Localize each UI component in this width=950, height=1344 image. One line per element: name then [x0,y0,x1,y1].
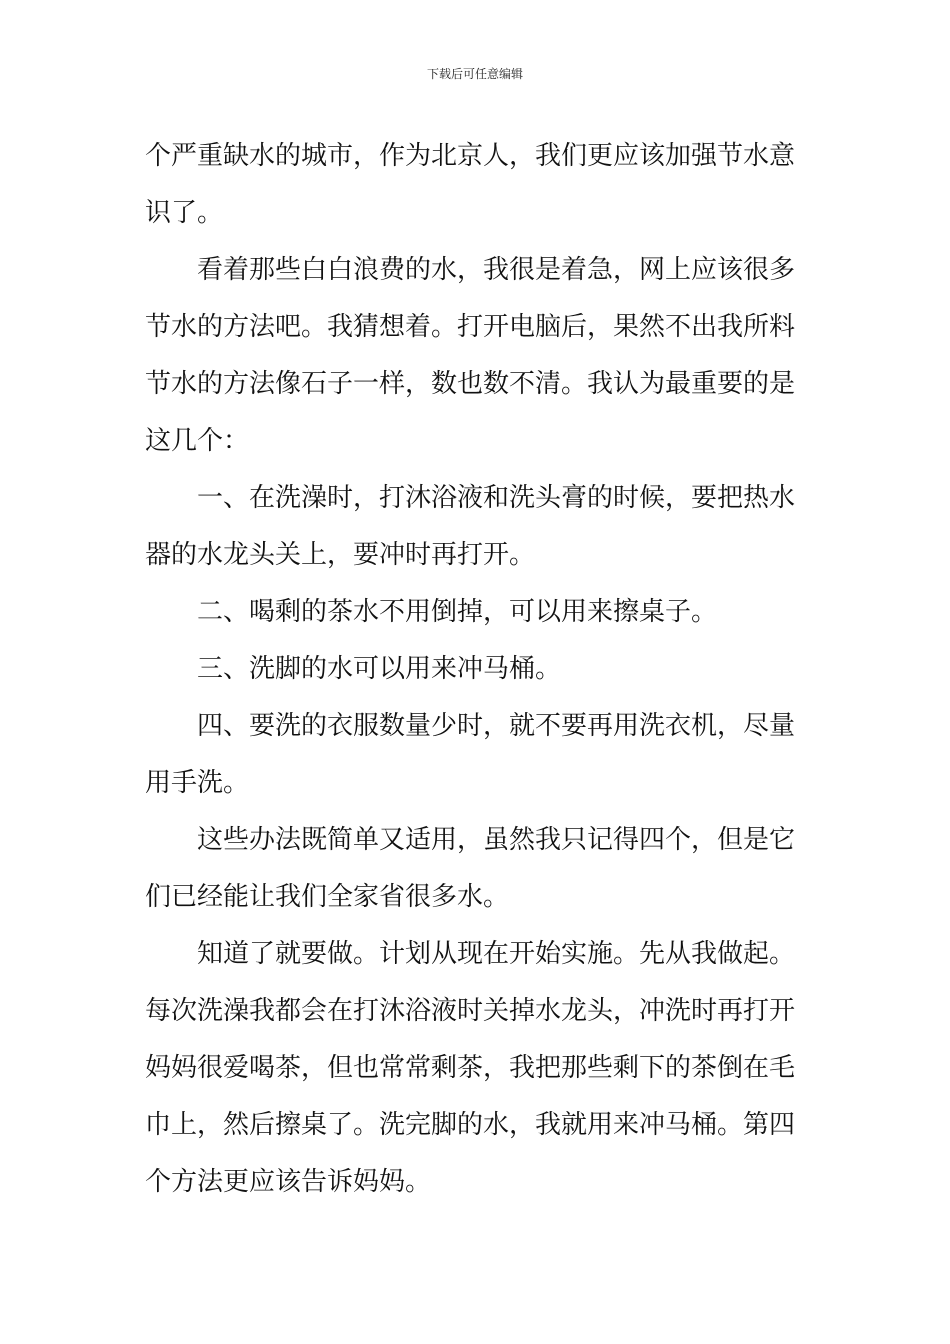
text-line: 四、要洗的衣服数量少时，就不要再用洗衣机，尽量 [197,711,796,741]
document-body [145,128,809,1211]
text-line: 节水的方法吧。我猜想着。打开电脑后，果然不出我所料 [145,312,796,342]
text-line: 巾上，然后擦桌了。洗完脚的水，我就用来冲马桶。第四 [145,1110,796,1140]
text-line: 们已经能让我们全家省很多水。 [145,882,510,912]
text-line: 一、在洗澡时，打沐浴液和洗头膏的时候，要把热水 [197,483,796,513]
page-header: 下载后可任意编辑 [426,67,523,81]
text-line: 这几个： [145,426,250,456]
text-line: 妈妈很爱喝茶，但也常常剩茶，我把那些剩下的茶倒在毛 [145,1053,796,1083]
text-line: 知道了就要做。计划从现在开始实施。先从我做起。 [197,939,796,969]
text-line: 每次洗澡我都会在打沐浴液时关掉水龙头，冲洗时再打开 [145,996,796,1026]
text-line: 用手洗。 [145,768,250,798]
text-line: 个方法更应该告诉妈妈。 [145,1167,432,1197]
text-line: 节水的方法像石子一样，数也数不清。我认为最重要的是 [145,369,796,399]
text-line: 这些办法既简单又适用，虽然我只记得四个，但是它 [197,825,796,855]
text-line: 二、喝剩的茶水不用倒掉，可以用来擦桌子。 [197,597,718,627]
text-line: 看着那些白白浪费的水，我很是着急，网上应该很多 [197,255,796,285]
text-line: 三、洗脚的水可以用来冲马桶。 [197,654,562,684]
text-line: 器的水龙头关上，要冲时再打开。 [145,540,536,570]
text-line: 个严重缺水的城市，作为北京人，我们更应该加强节水意 [145,141,796,171]
text-line: 识了。 [145,198,224,228]
